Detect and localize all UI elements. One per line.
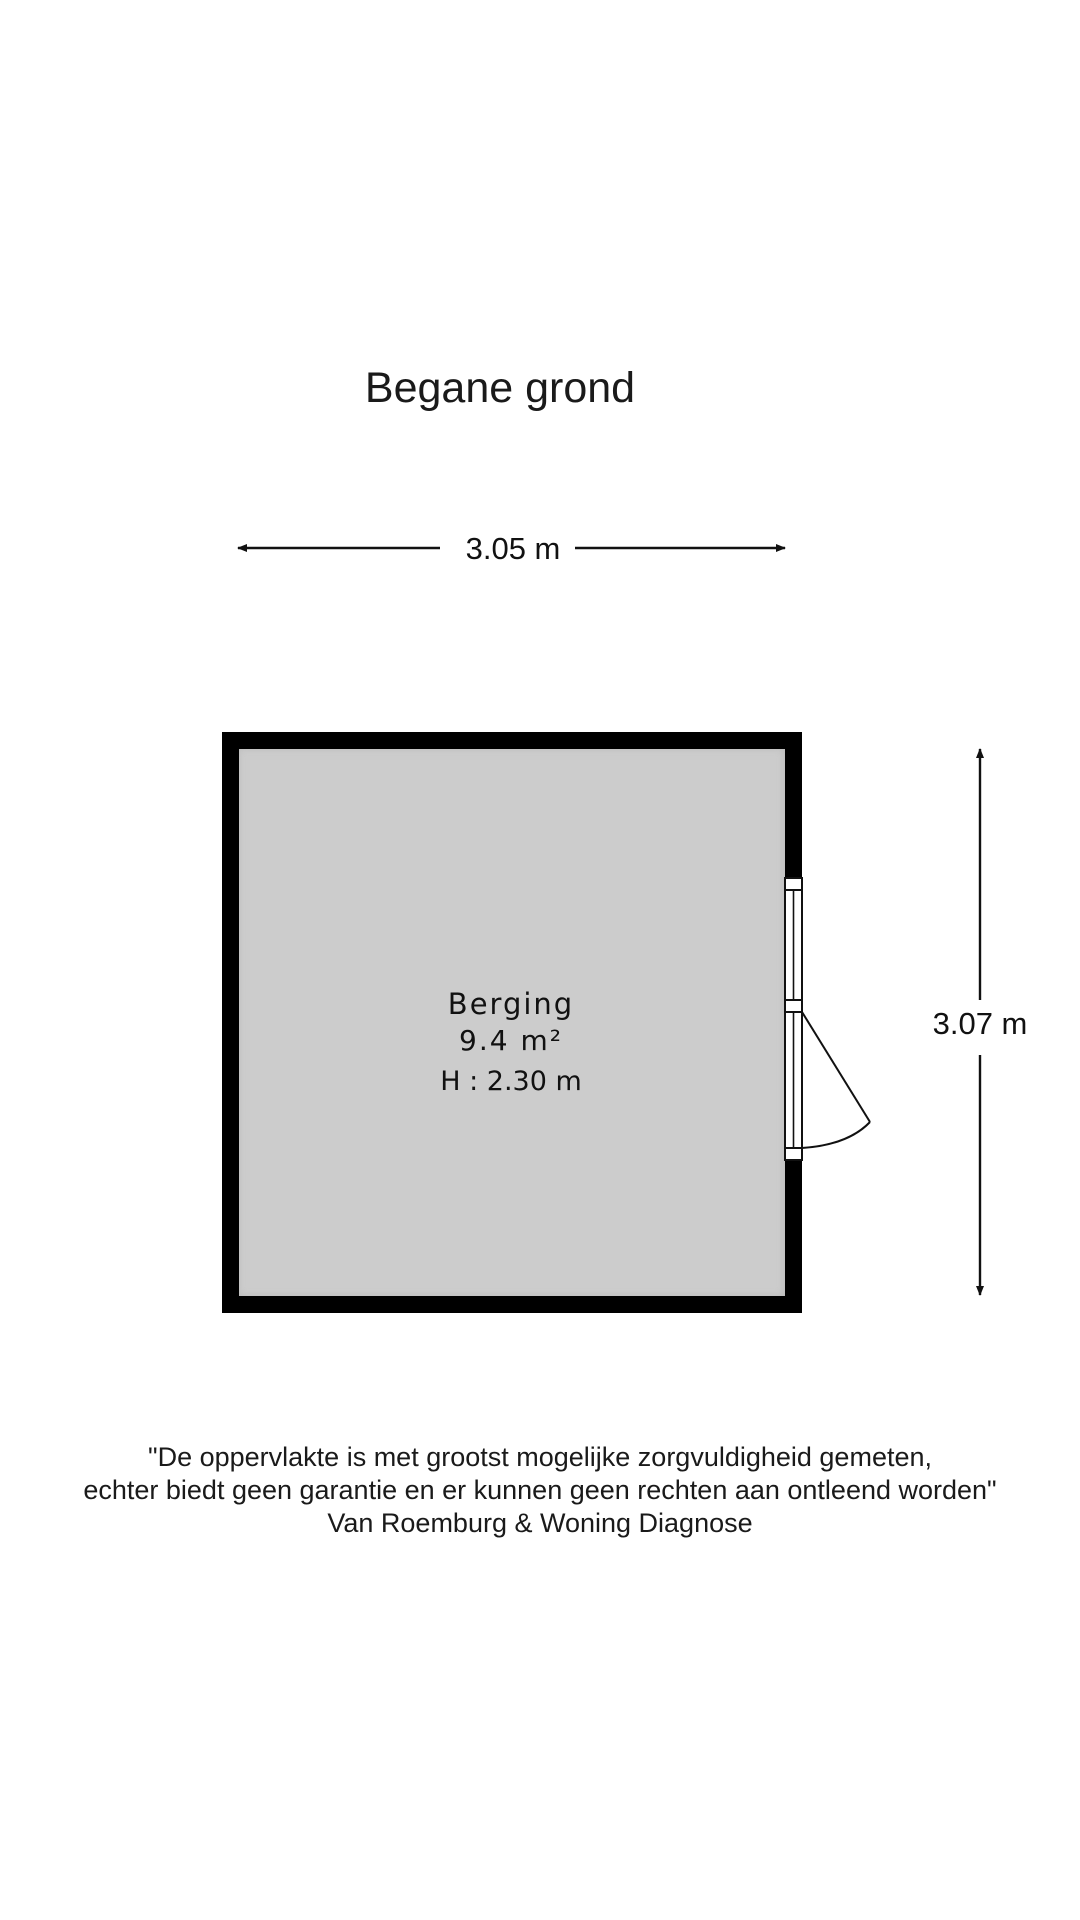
wall-top — [222, 732, 802, 749]
room-height: H : 2.30 m — [440, 1066, 582, 1097]
wall-bottom — [222, 1296, 802, 1313]
door — [785, 1012, 870, 1160]
room-area: 9.4 m² — [459, 1024, 563, 1057]
wall-left — [222, 732, 239, 1313]
window — [785, 878, 802, 1012]
disclaimer — [0, 1441, 1080, 1540]
door-leaf — [802, 1012, 870, 1122]
disclaimer-line-2: echter biedt geen garantie en er kunnen geen rechten aan ontleend worden" — [83, 1475, 997, 1505]
wall-right-upper — [785, 732, 802, 878]
width-dimension — [238, 531, 785, 566]
floor-title: Begane grond — [364, 364, 636, 412]
depth-label: 3.07 m — [932, 1006, 1028, 1041]
width-label: 3.05 m — [465, 531, 561, 566]
room-berging — [222, 732, 870, 1313]
room-floor-inner — [238, 748, 784, 1296]
disclaimer-line-3: Van Roemburg & Woning Diagnose — [327, 1508, 753, 1538]
door-swing-arc — [802, 1122, 870, 1148]
depth-dimension — [933, 749, 1028, 1295]
room-name: Berging — [447, 987, 575, 1021]
disclaimer-line-1: "De oppervlakte is met grootst mogelijke zorgvuldigheid gemeten, — [148, 1442, 932, 1472]
wall-right-lower — [785, 1160, 802, 1313]
